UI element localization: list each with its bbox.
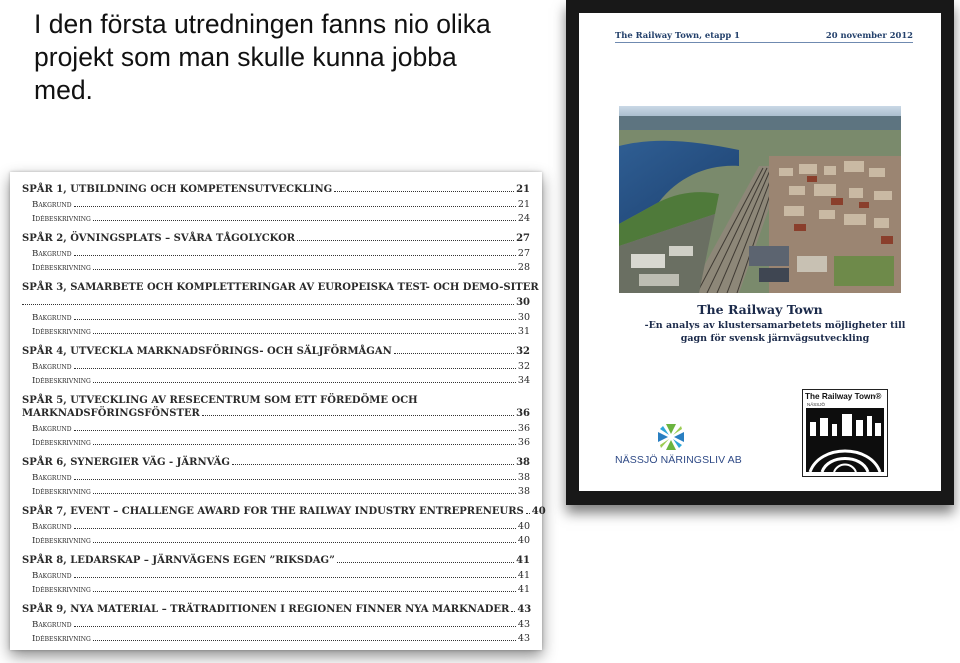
toc-subentry-label: Idébeskrivning [32, 634, 91, 644]
toc-subentry [22, 357, 530, 372]
toc-subentry-label: Idébeskrivning [32, 585, 91, 595]
nassjo-naringsliv-logo-text: NÄSSJÖ NÄRINGSLIV AB [615, 454, 742, 466]
dot-leader [74, 368, 516, 369]
railway-town-emblem-icon [806, 408, 884, 472]
toc-subentry [22, 372, 530, 387]
toc-track-heading-label: SPÅR 3, SAMARBETE OCH KOMPLETTERINGAR AV EUROPEISKA TEST- OCH DEMO-SITER [22, 282, 539, 293]
dot-leader [93, 640, 516, 641]
dot-leader [74, 479, 516, 480]
toc-subentry [22, 210, 530, 225]
dot-leader [93, 269, 516, 270]
toc-track-heading [22, 227, 530, 244]
toc-subentry [22, 323, 530, 338]
dot-leader [93, 542, 516, 543]
toc-track-heading-label: SPÅR 4, UTVECKLA MARKNADSFÖRINGS- OCH SÄLJFÖRMÅGAN [22, 346, 392, 357]
toc-subentry-page: 31 [517, 326, 530, 337]
toc-subentry [22, 517, 530, 532]
toc-subentry-label: Bakgrund [32, 312, 72, 323]
dot-leader [232, 464, 514, 465]
cover-subtitle: -En analys av klustersamarbetets möjligheter till gagn för svensk järnvägsutveckling [644, 320, 906, 344]
dot-leader [74, 206, 516, 207]
toc-subentry [22, 308, 530, 323]
toc-track-heading [22, 549, 530, 566]
toc-track-heading-label: SPÅR 8, LEDARSKAP – JÄRNVÄGENS EGEN ”RIKSDAG” [22, 555, 335, 566]
toc-subentry [22, 244, 530, 259]
dot-leader [334, 191, 514, 192]
toc-subentry-page: 43 [517, 633, 530, 644]
railway-town-logo-title: The Railway Town® [805, 392, 882, 401]
dot-leader [337, 562, 514, 563]
cover-sheet [579, 13, 941, 491]
dot-leader [93, 591, 516, 592]
dot-leader [93, 220, 516, 221]
cover-header [615, 30, 913, 43]
toc-subentry-label: Bakgrund [32, 361, 72, 372]
toc-subentry-label: Idébeskrivning [32, 376, 91, 386]
toc-subentry [22, 615, 530, 630]
slide-heading: I den första utredningen fanns nio olika projekt som man skulle kunna jobba med. [34, 9, 491, 105]
toc-subentry-label: Bakgrund [32, 423, 72, 434]
toc-track-heading-label: SPÅR 1, UTBILDNING OCH KOMPETENSUTVECKLING [22, 184, 333, 195]
dot-leader [93, 333, 516, 334]
toc-subentry-page: 40 [517, 520, 530, 532]
toc-subentry-page: 36 [517, 437, 530, 448]
toc-subentry-page: 38 [517, 486, 530, 497]
toc-subentry-page: 32 [517, 360, 530, 372]
railway-town-logo-sub: NÄSSJÖ [807, 402, 826, 407]
dot-leader [74, 255, 516, 256]
toc-track-heading [22, 178, 530, 195]
toc-subentry [22, 581, 530, 596]
toc-track-heading-label: SPÅR 9, NYA MATERIAL – TRÄTRADITIONEN I REGIONEN FINNER NYA MARKNADER [22, 604, 510, 615]
dot-leader [74, 528, 516, 529]
toc-subentry-label: Bakgrund [32, 570, 72, 581]
toc-subentry-label: Idébeskrivning [32, 214, 91, 224]
toc-track-heading-continued-page: 36 [516, 408, 530, 419]
toc-subentry-page: 41 [517, 584, 530, 595]
toc-subentry-label: Idébeskrivning [32, 327, 91, 337]
toc-subentry [22, 195, 530, 210]
cover-title: The Railway Town [697, 302, 823, 317]
toc-subentry [22, 419, 530, 434]
dot-leader [297, 240, 514, 241]
toc-track-heading-label: SPÅR 5, UTVECKLING AV RESECENTRUM SOM ETT FÖREDÖME OCH [22, 395, 418, 406]
toc-track-heading [22, 276, 539, 293]
toc-subentry-page: 38 [517, 471, 530, 483]
toc-track-heading-page: 32 [516, 346, 530, 357]
dot-leader [93, 382, 516, 383]
toc-subentry [22, 532, 530, 547]
dot-leader [526, 513, 530, 514]
toc-track-heading-page: 21 [516, 184, 530, 195]
toc-track-heading [22, 389, 530, 406]
toc-track-heading [22, 500, 546, 517]
toc-subentry-page: 21 [517, 198, 530, 210]
dot-leader [74, 430, 516, 431]
dot-leader [74, 319, 516, 320]
toc-track-page-line [22, 293, 530, 308]
dot-leader [511, 611, 515, 612]
toc-subentry-label: Idébeskrivning [32, 263, 91, 273]
toc-track-heading-page: 38 [516, 457, 530, 468]
toc-track-heading [22, 598, 530, 615]
toc-subentry-label: Bakgrund [32, 199, 72, 210]
railway-town-logo [802, 389, 888, 477]
toc-subentry-label: Bakgrund [32, 619, 72, 630]
toc-subentry-page: 28 [517, 262, 530, 273]
toc-subentry-label: Idébeskrivning [32, 438, 91, 448]
report-cover-page [566, 0, 954, 505]
toc-subentry [22, 468, 530, 483]
dot-leader [202, 415, 514, 416]
toc-track-heading-page: 41 [516, 555, 530, 566]
toc-track-heading-page: 27 [516, 233, 530, 244]
toc-subentry-label: Bakgrund [32, 472, 72, 483]
cover-header-title: The Railway Town, etapp 1 [615, 30, 740, 40]
toc-track-heading-continued-label: MARKNADSFÖRINGSFÖNSTER [22, 408, 200, 419]
toc-subentry-page: 30 [517, 311, 530, 323]
table-of-contents-page [10, 172, 546, 650]
toc-track-heading [22, 340, 530, 357]
toc-subentry-page: 43 [517, 618, 530, 630]
toc-track-heading-page: 40 [531, 506, 546, 517]
toc-track-heading-page: 30 [516, 297, 530, 308]
toc-track-heading-continued [22, 406, 530, 419]
star-burst-icon [656, 422, 686, 452]
aerial-town-photo [619, 106, 901, 293]
cover-header-date: 20 november 2012 [825, 30, 913, 40]
dot-leader [93, 493, 516, 494]
toc-subentry-label: Idébeskrivning [32, 536, 91, 546]
dot-leader [394, 353, 514, 354]
toc-track-heading-label: SPÅR 7, EVENT – CHALLENGE AWARD FOR THE RAILWAY INDUSTRY ENTREPRENEURS [22, 506, 524, 517]
toc-list [22, 178, 546, 644]
toc-track-heading-label: SPÅR 6, SYNERGIER VÄG - JÄRNVÄG [22, 457, 230, 468]
toc-subentry [22, 483, 530, 498]
toc-subentry [22, 566, 530, 581]
toc-subentry [22, 630, 530, 645]
dot-leader [74, 577, 516, 578]
toc-track-heading-label: SPÅR 2, ÖVNINGSPLATS – SVÅRA TÅGOLYCKOR [22, 233, 296, 244]
toc-subentry [22, 259, 530, 274]
nassjo-naringsliv-logo [615, 421, 765, 476]
toc-subentry-page: 27 [517, 247, 530, 259]
toc-subentry [22, 434, 530, 449]
toc-subentry-page: 40 [517, 535, 530, 546]
dot-leader [93, 444, 516, 445]
toc-track-heading-page: 43 [517, 604, 532, 615]
toc-subentry-label: Bakgrund [32, 521, 72, 532]
toc-subentry-page: 24 [517, 213, 530, 224]
toc-track-heading [22, 451, 530, 468]
toc-subentry-label: Idébeskrivning [32, 487, 91, 497]
toc-subentry-page: 41 [517, 569, 530, 581]
dot-leader [74, 626, 516, 627]
toc-subentry-page: 36 [517, 422, 530, 434]
dot-leader [22, 304, 514, 305]
toc-subentry-page: 34 [517, 375, 530, 386]
toc-subentry-label: Bakgrund [32, 248, 72, 259]
